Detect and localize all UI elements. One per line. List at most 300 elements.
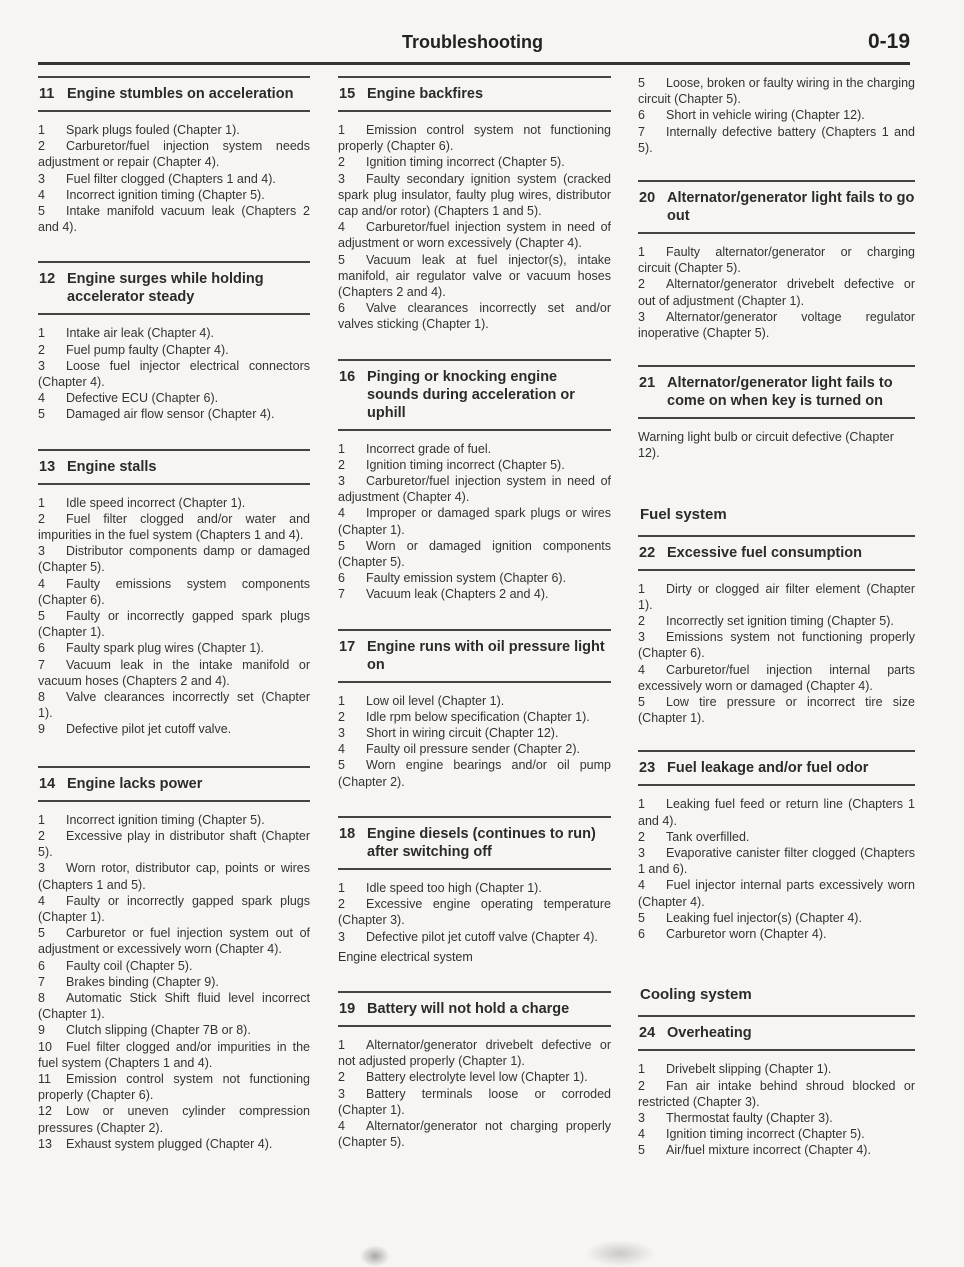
section-title: Engine backfires [367, 86, 484, 102]
list-item [638, 1126, 915, 1142]
item-text: Ignition timing incorrect (Chapter 5). [666, 1127, 865, 1142]
item-number: 5 [338, 252, 345, 267]
item-text: Fan air intake behind shroud blocked or restricted (Chapter 3). [638, 1078, 915, 1109]
list-item [638, 662, 915, 694]
trailing-text: Engine electrical system [338, 949, 473, 964]
section-title: Alternator/generator light fails to come on when key is turned on [667, 375, 893, 410]
section-number: 16 [339, 368, 356, 385]
list-item [38, 1136, 310, 1152]
list-item [38, 1039, 310, 1071]
item-number: 3 [338, 474, 345, 489]
list-item [38, 812, 310, 828]
item-text: Low oil level (Chapter 1). [366, 693, 505, 708]
section-heading [338, 76, 611, 112]
item-list [338, 693, 611, 790]
item-text: Faulty spark plug wires (Chapter 1). [66, 641, 264, 656]
item-text: Low or uneven cylinder compression pressures (Chapter 2). [38, 1104, 310, 1135]
item-text: Distributor components damp or damaged (Chapter 5). [38, 544, 310, 575]
item-number: 4 [638, 662, 645, 677]
item-text: Worn rotor, distributor cap, points or wires (Chapters 1 and 5). [38, 861, 310, 892]
item-text: Air/fuel mixture incorrect (Chapter 4). [666, 1143, 871, 1158]
list-item [638, 877, 915, 909]
item-text: Defective pilot jet cutoff valve (Chapter 4). [366, 929, 598, 944]
section-title: Fuel leakage and/or fuel odor [667, 760, 869, 777]
item-number: 7 [38, 974, 45, 989]
list-item [38, 657, 310, 689]
item-number: 3 [38, 358, 45, 373]
list-item [638, 107, 915, 123]
item-number: 7 [338, 587, 345, 602]
list-item [638, 1061, 915, 1077]
item-text: Internally defective battery (Chapters 1 and 5). [638, 124, 915, 155]
item-number: 4 [638, 1127, 645, 1142]
list-item [338, 570, 611, 586]
item-text: Incorrect ignition timing (Chapter 5). [66, 187, 265, 202]
list-item [38, 511, 310, 543]
list-item [38, 1071, 310, 1103]
list-item [38, 925, 310, 957]
item-number: 4 [338, 1118, 345, 1133]
page-number: 0-19 [867, 30, 910, 53]
item-text: Drivebelt slipping (Chapter 1). [666, 1062, 832, 1077]
item-list [338, 122, 611, 333]
section-number: 15 [339, 86, 356, 102]
list-item [38, 406, 310, 422]
item-number: 1 [38, 326, 45, 341]
item-number: 1 [638, 1062, 645, 1077]
item-number: 1 [638, 245, 645, 260]
section-heading [38, 766, 310, 802]
section-15 [338, 76, 611, 333]
section-14 [38, 766, 310, 1152]
item-list [638, 796, 915, 942]
item-number: 3 [38, 544, 45, 559]
list-item [38, 122, 310, 138]
list-item [338, 757, 611, 789]
item-text: Fuel injector internal parts excessively worn (Chapter 4). [638, 878, 915, 909]
section-16 [338, 359, 611, 603]
list-item [38, 187, 310, 203]
item-number: 5 [38, 609, 45, 624]
section-heading [338, 816, 611, 870]
section-title: Engine stalls [67, 458, 157, 475]
section-continuation [638, 75, 915, 156]
column-1 [38, 60, 310, 1152]
list-item [38, 543, 310, 575]
section-title: Engine lacks power [67, 775, 203, 792]
item-text: Fuel filter clogged and/or impurities in the fuel system (Chapters 1 and 4). [38, 1039, 310, 1070]
item-number: 1 [38, 812, 45, 827]
list-item [38, 342, 310, 358]
item-text: Carburetor worn (Chapter 4). [666, 927, 827, 942]
item-number: 2 [338, 897, 345, 912]
item-list [638, 75, 915, 156]
scan-smudge [585, 1240, 655, 1267]
item-number: 3 [338, 171, 345, 186]
item-number: 3 [38, 861, 45, 876]
item-text: Leaking fuel injector(s) (Chapter 4). [666, 910, 862, 925]
section-20 [638, 180, 915, 341]
list-item [338, 693, 611, 709]
item-number: 3 [338, 1086, 345, 1101]
section-number: 23 [639, 760, 656, 777]
item-text: Ignition timing incorrect (Chapter 5). [366, 155, 565, 170]
item-number: 2 [338, 457, 345, 472]
item-text: Spark plugs fouled (Chapter 1). [66, 123, 240, 137]
item-number: 3 [638, 630, 645, 645]
item-number: 2 [338, 709, 345, 724]
item-number: 2 [338, 1070, 345, 1085]
item-text: Dirty or clogged air filter element (Chapter 1). [638, 581, 915, 612]
item-text: Short in vehicle wiring (Chapter 12). [666, 108, 865, 123]
item-number: 5 [38, 926, 45, 941]
list-item [638, 1110, 915, 1126]
section-heading [38, 449, 310, 485]
item-text: Faulty or incorrectly gapped spark plugs (Chapter 1). [38, 609, 310, 640]
list-item [338, 1037, 611, 1069]
item-text: Carburetor/fuel injection system in need of adjustment (Chapter 4). [338, 474, 611, 505]
section-heading [338, 359, 611, 431]
item-text: Idle speed too high (Chapter 1). [366, 880, 542, 895]
item-list [638, 1061, 915, 1158]
section-number: 21 [639, 375, 656, 392]
list-item [38, 325, 310, 341]
item-text: Exhaust system plugged (Chapter 4). [66, 1136, 273, 1151]
list-item [638, 244, 915, 276]
section-21 [638, 365, 915, 461]
item-text: Incorrectly set ignition timing (Chapter 5). [666, 614, 894, 629]
item-text: Tank overfilled. [666, 829, 750, 844]
item-text: Thermostat faulty (Chapter 3). [666, 1110, 833, 1125]
item-text: Emissions system not functioning properly (Chapter 6). [638, 630, 915, 661]
item-text: Fuel pump faulty (Chapter 4). [66, 342, 229, 357]
item-number: 2 [638, 1078, 645, 1093]
item-text: Fuel filter clogged (Chapters 1 and 4). [66, 171, 276, 186]
section-number: 12 [39, 271, 56, 288]
item-text: Damaged air flow sensor (Chapter 4). [66, 407, 275, 422]
item-text: Ignition timing incorrect (Chapter 5). [366, 457, 565, 472]
list-item [38, 608, 310, 640]
item-number: 6 [638, 108, 645, 123]
item-number: 1 [338, 1037, 345, 1052]
item-list [638, 244, 915, 341]
list-item [638, 926, 915, 942]
item-number: 11 [38, 1071, 51, 1086]
list-item [338, 154, 611, 170]
list-item [38, 390, 310, 406]
item-number: 2 [38, 828, 45, 843]
list-item [38, 640, 310, 656]
item-text: Alternator/generator drivebelt defective or not adjusted properly (Chapter 1). [338, 1037, 611, 1069]
list-item [638, 581, 915, 613]
section-title: Battery will not hold a charge [367, 1000, 570, 1017]
list-item [38, 171, 310, 187]
item-text: Valve clearances incorrectly set and/or valves sticking (Chapter 1). [338, 301, 611, 332]
column-2 [338, 60, 611, 1150]
item-number: 5 [38, 407, 45, 422]
section-heading [638, 535, 915, 571]
item-text: Faulty oil pressure sender (Chapter 2). [366, 742, 580, 757]
item-number: 5 [38, 204, 45, 219]
section-13 [38, 449, 310, 738]
list-item [338, 473, 611, 505]
list-item [38, 689, 310, 721]
list-item [338, 219, 611, 251]
list-item [338, 929, 611, 945]
item-number: 8 [38, 990, 45, 1005]
item-text: Faulty emission system (Chapter 6). [366, 571, 567, 586]
list-item [38, 1103, 310, 1135]
item-number: 3 [638, 846, 645, 861]
section-title: Pinging or knocking engine sounds during acceleration or uphill [367, 368, 575, 421]
item-number: 3 [38, 171, 45, 186]
item-number: 4 [38, 893, 45, 908]
list-item [38, 860, 310, 892]
item-list [38, 325, 310, 422]
list-item [38, 721, 310, 737]
list-item [338, 171, 611, 220]
item-number: 5 [638, 1143, 645, 1158]
item-number: 9 [38, 1023, 45, 1038]
item-number: 4 [338, 742, 345, 757]
list-item [638, 124, 915, 156]
column-3 [638, 60, 915, 1159]
item-number: 4 [638, 878, 645, 893]
item-number: 2 [638, 614, 645, 629]
item-number: 1 [338, 693, 345, 708]
item-text: Intake air leak (Chapter 4). [66, 326, 214, 341]
list-item [638, 1142, 915, 1158]
list-item [38, 138, 310, 170]
item-number: 6 [38, 641, 45, 656]
list-item [38, 1022, 310, 1038]
item-number: 5 [638, 910, 645, 925]
item-text: Improper or damaged spark plugs or wires (Chapter 1). [338, 506, 611, 537]
item-number: 6 [338, 571, 345, 586]
item-text: Defective pilot jet cutoff valve. [66, 722, 232, 737]
item-text: Fuel filter clogged and/or water and impurities in the fuel system (Chapters 1 and 4). [38, 511, 310, 543]
item-number: 3 [338, 929, 345, 944]
item-number: 3 [338, 726, 345, 741]
section-number: 11 [39, 86, 55, 102]
item-text: Incorrect ignition timing (Chapter 5). [66, 812, 265, 827]
section-heading [638, 1015, 915, 1051]
list-item [338, 441, 611, 457]
item-text: Carburetor or fuel injection system out of adjustment or excessively worn (Chapter 4). [38, 926, 310, 957]
item-text: Low tire pressure or incorrect tire size (Chapter 1). [638, 695, 915, 726]
item-text: Emission control system not functioning properly (Chapter 6). [38, 1071, 310, 1103]
item-text: Leaking fuel feed or return line (Chapters 1 and 4). [638, 797, 915, 828]
item-text: Intake manifold vacuum leak (Chapters 2 and 4). [38, 204, 310, 235]
item-number: 3 [638, 309, 645, 324]
item-text: Excessive engine operating temperature (Chapter 3). [338, 897, 611, 928]
item-list [338, 441, 611, 603]
section-11 [38, 76, 310, 235]
item-number: 7 [38, 657, 45, 672]
item-text: Emission control system not functioning properly (Chapter 6). [338, 123, 611, 154]
section-number: 19 [339, 1000, 356, 1017]
item-text: Clutch slipping (Chapter 7B or 8). [66, 1023, 251, 1038]
item-text: Carburetor/fuel injection system in need of adjustment or worn excessively (Chapter 4). [338, 220, 611, 251]
section-heading [638, 365, 915, 419]
section-number: 13 [39, 458, 56, 475]
list-item [338, 709, 611, 725]
item-text: Loose fuel injector electrical connectors (Chapter 4). [38, 358, 310, 390]
list-item [38, 828, 310, 860]
section-title: Excessive fuel consumption [667, 544, 863, 561]
list-item [638, 845, 915, 877]
item-number: 2 [338, 155, 345, 170]
section-number: 24 [639, 1025, 656, 1042]
list-item [38, 576, 310, 608]
list-item [338, 896, 611, 928]
section-title: Overheating [667, 1025, 752, 1042]
item-text: Carburetor/fuel injection system needs adjustment or repair (Chapter 4). [38, 139, 310, 170]
section-19 [338, 991, 611, 1150]
item-text: Vacuum leak in the intake manifold or vacuum hoses (Chapters 2 and 4). [38, 657, 310, 688]
list-item [338, 586, 611, 602]
item-text: Idle rpm below specification (Chapter 1). [366, 709, 590, 724]
list-item [638, 309, 915, 341]
item-list [38, 812, 310, 1152]
list-item [338, 880, 611, 896]
item-text: Defective ECU (Chapter 6). [66, 391, 219, 406]
list-item [38, 203, 310, 235]
section-heading [338, 991, 611, 1027]
item-number: 2 [38, 342, 45, 357]
section-heading [38, 261, 310, 315]
item-number: 1 [338, 441, 345, 456]
item-number: 1 [338, 123, 345, 137]
section-18 [338, 816, 611, 965]
list-item [638, 1078, 915, 1110]
section-12 [38, 261, 310, 422]
item-text: Evaporative canister filter clogged (Chapters 1 and 6). [638, 846, 915, 877]
list-item [638, 829, 915, 845]
section-17 [338, 629, 611, 790]
section-title: Alternator/generator light fails to go out [667, 190, 915, 225]
item-text: Excessive play in distributor shaft (Chapter 5). [38, 828, 310, 860]
item-text: Brakes binding (Chapter 9). [66, 974, 219, 989]
item-text: Alternator/generator voltage regulator inoperative (Chapter 5). [638, 309, 915, 341]
item-number: 13 [38, 1136, 52, 1151]
section-title: Engine runs with oil pressure light on [367, 638, 605, 673]
section-title: Engine stumbles on acceleration [67, 86, 294, 102]
item-list [338, 880, 611, 945]
item-text: Faulty alternator/generator or charging circuit (Chapter 5). [638, 245, 915, 276]
list-item [338, 252, 611, 301]
list-item [338, 300, 611, 332]
group-title: Fuel system [640, 505, 727, 523]
section-title: Troubleshooting [402, 32, 543, 52]
item-text: Faulty coil (Chapter 5). [66, 958, 193, 973]
item-number: 6 [338, 301, 345, 316]
item-list [338, 1037, 611, 1150]
item-list [38, 122, 310, 235]
item-number: 1 [38, 123, 45, 137]
item-number: 1 [38, 495, 45, 510]
section-number: 14 [39, 775, 56, 792]
item-text: Worn or damaged ignition components (Chapter 5). [338, 538, 611, 570]
item-text: Idle speed incorrect (Chapter 1). [66, 495, 246, 510]
section-heading [638, 180, 915, 234]
item-number: 4 [38, 187, 45, 202]
section-heading [338, 629, 611, 683]
list-item [38, 358, 310, 390]
item-text: Vacuum leak (Chapters 2 and 4). [366, 587, 549, 602]
item-number: 4 [38, 391, 45, 406]
item-number: 2 [638, 829, 645, 844]
section-title: Engine diesels (continues to run) after switching off [367, 825, 596, 860]
list-item [638, 796, 915, 828]
list-item [38, 958, 310, 974]
item-text: Faulty emissions system components (Chapter 6). [38, 576, 310, 607]
item-number: 1 [638, 581, 645, 596]
list-item [638, 910, 915, 926]
section-23 [638, 750, 915, 942]
item-text: Vacuum leak at fuel injector(s), intake manifold, air regulator valve or vacuum hoses (Chapters 2 and 4). [338, 252, 611, 300]
item-text: Automatic Stick Shift fluid level incorrect (Chapter 1). [38, 990, 310, 1022]
item-text: Battery electrolyte level low (Chapter 1). [366, 1070, 588, 1085]
list-item [338, 1118, 611, 1150]
item-text: Short in wiring circuit (Chapter 12). [366, 726, 559, 741]
item-number: 1 [638, 797, 645, 812]
item-number: 7 [638, 124, 645, 139]
list-item [338, 1086, 611, 1118]
item-number: 4 [338, 506, 345, 521]
item-number: 2 [38, 139, 45, 154]
item-text: Faulty or incorrectly gapped spark plugs (Chapter 1). [38, 893, 310, 924]
item-number: 1 [338, 880, 345, 895]
list-item [338, 725, 611, 741]
item-number: 2 [638, 277, 645, 292]
item-text: Carburetor/fuel injection internal parts excessively worn or damaged (Chapter 4). [638, 662, 915, 693]
list-item [638, 276, 915, 308]
item-list [638, 581, 915, 727]
section-number: 20 [639, 190, 656, 207]
item-text: Worn engine bearings and/or oil pump (Chapter 2). [338, 758, 611, 789]
item-number: 5 [638, 695, 645, 710]
list-item [638, 75, 915, 107]
item-number: 3 [638, 1110, 645, 1125]
list-item [38, 495, 310, 511]
item-number: 2 [38, 511, 45, 526]
item-text: Alternator/generator not charging properly (Chapter 5). [338, 1118, 611, 1150]
item-number: 12 [38, 1104, 52, 1119]
item-number: 9 [38, 722, 45, 737]
item-text: Loose, broken or faulty wiring in the charging circuit (Chapter 5). [638, 76, 915, 107]
item-number: 5 [638, 76, 645, 90]
list-item [38, 893, 310, 925]
scan-smudge [360, 1245, 390, 1267]
item-text: Alternator/generator drivebelt defective or out of adjustment (Chapter 1). [638, 277, 915, 308]
item-number: 4 [38, 576, 45, 591]
item-number: 8 [38, 690, 45, 705]
section-heading [638, 750, 915, 786]
item-number: 10 [38, 1039, 52, 1054]
list-item [38, 974, 310, 990]
section-24 [638, 1015, 915, 1158]
item-text: Valve clearances incorrectly set (Chapter 1). [38, 690, 310, 721]
list-item [38, 990, 310, 1022]
section-heading [38, 76, 310, 112]
item-number: 5 [338, 538, 345, 553]
list-item [638, 613, 915, 629]
section-text: Warning light bulb or circuit defective (Chapter 12). [638, 430, 894, 461]
list-item [338, 505, 611, 537]
section-22 [638, 535, 915, 727]
group-title: Cooling system [640, 986, 752, 1004]
